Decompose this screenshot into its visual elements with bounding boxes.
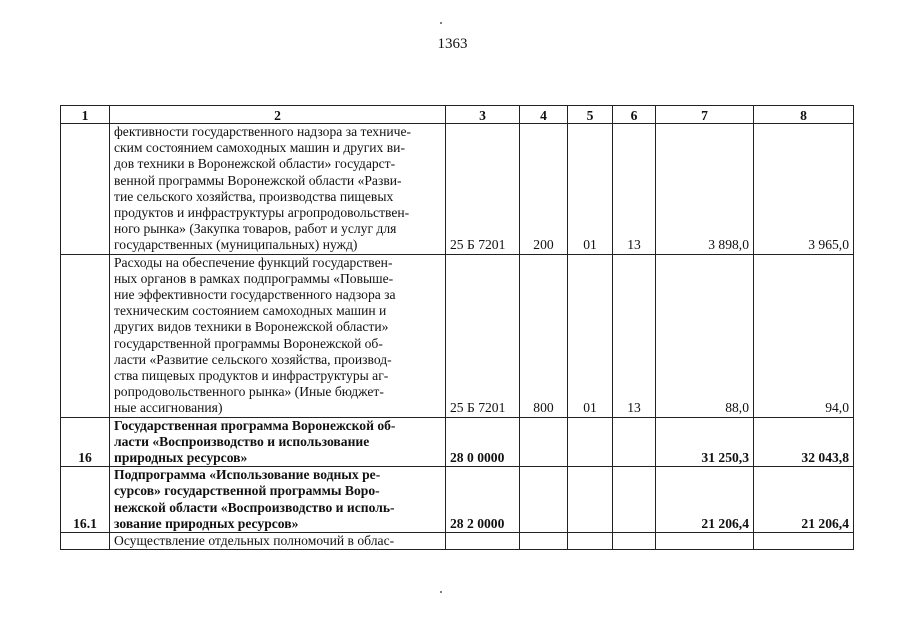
row-subsection: 13: [613, 124, 656, 255]
row-expense-type: 800: [520, 254, 568, 417]
row-description-text: Расходы на обеспечение функций государствен- ных органов в рамках подпрограммы «Повыше- ние эффективности государственного надзора за техническим состоянием самоходных машин и других видов техники в Воронежской области» государственной программы Воронежской об- ласти «Развитие сельского хозяйства, производ- ства пищевых продуктов и инфраструктуры аг- ропродовольственного рынка» (Иные бюджет- ные ассигнования): [114, 254, 396, 416]
column-header: 7: [656, 106, 754, 124]
row-target-code: 28 2 0000: [446, 467, 520, 533]
column-header: 8: [754, 106, 854, 124]
row-section: [568, 533, 613, 550]
table-row: [61, 467, 854, 533]
page-number: 1363: [437, 36, 468, 52]
row-section: 01: [568, 254, 613, 417]
column-header: 3: [446, 106, 520, 124]
row-description-text: Осуществление отдельных полномочий в облас-: [114, 533, 395, 549]
row-amount-col7: [656, 533, 754, 550]
row-expense-type: [520, 533, 568, 550]
header-row: [61, 106, 854, 124]
table-row: [61, 254, 854, 417]
row-description: [110, 467, 446, 533]
scan-speck: [440, 591, 442, 593]
row-expense-type: 200: [520, 124, 568, 255]
row-amount-col8: 3 965,0: [754, 124, 854, 255]
row-amount-col7: 3 898,0: [656, 124, 754, 255]
row-number: [61, 254, 110, 417]
row-description: [110, 124, 446, 255]
table-row: [61, 533, 854, 550]
column-header: 6: [613, 106, 656, 124]
row-subsection: [613, 467, 656, 533]
row-description-text: Подпрограмма «Использование водных ре- сурсов» государственной программы Воро- нежской области «Воспроизводство и исполь- зование природных ресурсов»: [114, 467, 395, 531]
scan-speck: [440, 22, 442, 24]
row-number: 16.1: [61, 467, 110, 533]
row-description: [110, 533, 446, 550]
column-header: 5: [568, 106, 613, 124]
row-subsection: [613, 417, 656, 467]
row-number: [61, 124, 110, 255]
row-subsection: 13: [613, 254, 656, 417]
column-header: 2: [110, 106, 446, 124]
row-section: [568, 467, 613, 533]
row-amount-col8: 21 206,4: [754, 467, 854, 533]
column-header: 4: [520, 106, 568, 124]
table-row: [61, 124, 854, 255]
row-amount-col7: 21 206,4: [656, 467, 754, 533]
row-target-code: [446, 533, 520, 550]
row-expense-type: [520, 467, 568, 533]
row-target-code: 25 Б 7201: [446, 254, 520, 417]
row-number: [61, 533, 110, 550]
row-section: [568, 417, 613, 467]
row-target-code: 25 Б 7201: [446, 124, 520, 255]
row-description: [110, 254, 446, 417]
row-number: 16: [61, 417, 110, 467]
row-amount-col7: 88,0: [656, 254, 754, 417]
column-header: 1: [61, 106, 110, 124]
row-target-code: 28 0 0000: [446, 417, 520, 467]
row-expense-type: [520, 417, 568, 467]
row-amount-col7: 31 250,3: [656, 417, 754, 467]
row-amount-col8: 32 043,8: [754, 417, 854, 467]
row-amount-col8: 94,0: [754, 254, 854, 417]
row-description-text: Государственная программа Воронежской об- ласти «Воспроизводство и использование природных ресурсов»: [114, 417, 396, 466]
row-description-text: фективности государственного надзора за техниче- ским состоянием самоходных машин и других ви- дов техники в Воронежской области» государст- венной программы Воронежской области «Разви- тие сельского хозяйства, производства пищевых продуктов и инфраструктуры агропродовольствен- ного рынка» (Закупка товаров, работ и услуг для государственных (муниципальных) нужд): [114, 124, 412, 253]
row-amount-col8: [754, 533, 854, 550]
row-section: 01: [568, 124, 613, 255]
budget-table: [60, 105, 854, 550]
row-subsection: [613, 533, 656, 550]
row-description: [110, 417, 446, 467]
table-row: [61, 417, 854, 467]
